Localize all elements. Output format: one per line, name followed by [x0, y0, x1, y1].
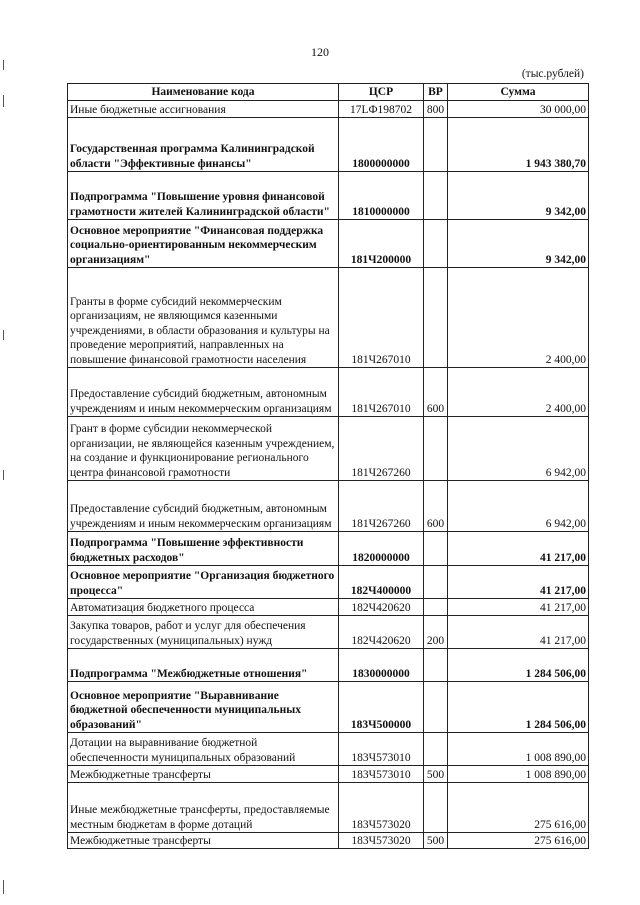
row-csr: 182Ч420620 [339, 599, 424, 616]
row-csr: 181Ч267010 [339, 268, 424, 368]
row-sum: 2 400,00 [448, 268, 589, 368]
table-row [68, 368, 589, 417]
row-vr: 200 [424, 616, 448, 649]
row-vr [424, 783, 448, 833]
row-sum: 30 000,00 [448, 101, 589, 118]
row-csr: 1800000000 [339, 118, 424, 172]
row-sum: 1 943 380,70 [448, 118, 589, 172]
table-row [68, 566, 589, 599]
row-sum: 275 616,00 [448, 783, 589, 833]
row-csr: 183Ч573010 [339, 766, 424, 783]
row-sum: 1 284 506,00 [448, 649, 589, 682]
table-row [68, 118, 589, 172]
table-row [68, 682, 589, 733]
row-csr: 1830000000 [339, 649, 424, 682]
row-sum: 2 400,00 [448, 368, 589, 417]
row-csr: 182Ч420620 [339, 616, 424, 649]
row-csr: 183Ч573020 [339, 783, 424, 833]
row-vr [424, 733, 448, 766]
row-sum: 1 008 890,00 [448, 766, 589, 783]
header-sum: Сумма [448, 84, 589, 101]
table-row [68, 599, 589, 616]
row-name: Межбюджетные трансферты [68, 833, 339, 849]
row-csr: 183Ч500000 [339, 682, 424, 733]
scan-edge-mark [3, 470, 4, 480]
row-vr [424, 566, 448, 599]
table-row [68, 783, 589, 833]
row-sum: 6 942,00 [448, 417, 589, 481]
row-vr: 800 [424, 101, 448, 118]
row-vr [424, 682, 448, 733]
row-sum: 41 217,00 [448, 532, 589, 566]
scan-edge-mark [3, 330, 4, 340]
row-csr: 181Ч267260 [339, 481, 424, 532]
row-name: Гранты в форме субсидий некоммерческим организациям, не являющимся казенными учреждениями, в области образования и культуры на проведение мероприятий, направленных на повышение финансовой грамотности населения [68, 268, 339, 368]
row-vr: 600 [424, 368, 448, 417]
table-row [68, 766, 589, 783]
row-vr [424, 172, 448, 220]
row-name: Подпрограмма "Повышение эффективности бюджетных расходов" [68, 532, 339, 566]
scan-edge-mark [3, 95, 4, 107]
row-sum: 41 217,00 [448, 616, 589, 649]
row-vr: 500 [424, 766, 448, 783]
row-name: Грант в форме субсидии некоммерческой организации, не являющейся казенным учреждением, на создание и функционирование регионального центра финансовой грамотности [68, 417, 339, 481]
row-vr [424, 268, 448, 368]
row-name: Основное мероприятие "Организация бюджетного процесса" [68, 566, 339, 599]
row-csr: 181Ч267260 [339, 417, 424, 481]
table-row [68, 172, 589, 220]
row-vr [424, 532, 448, 566]
row-vr [424, 417, 448, 481]
table-row [68, 220, 589, 268]
header-name: Наименование кода [68, 84, 339, 101]
row-vr [424, 118, 448, 172]
header-vr: ВР [424, 84, 448, 101]
row-sum: 275 616,00 [448, 833, 589, 849]
row-vr: 600 [424, 481, 448, 532]
row-name: Межбюджетные трансферты [68, 766, 339, 783]
row-csr: 1810000000 [339, 172, 424, 220]
row-name: Автоматизация бюджетного процесса [68, 599, 339, 616]
row-name: Подпрограмма "Межбюджетные отношения" [68, 649, 339, 682]
budget-table [67, 83, 589, 849]
table-row [68, 649, 589, 682]
row-sum: 9 342,00 [448, 220, 589, 268]
row-csr: 181Ч200000 [339, 220, 424, 268]
table-row [68, 833, 589, 849]
row-name: Основное мероприятие "Выравнивание бюджетной обеспеченности муниципальных образований" [68, 682, 339, 733]
units-label: (тыс.рублей) [521, 68, 584, 80]
scan-edge-mark [3, 880, 4, 894]
row-csr: 183Ч573010 [339, 733, 424, 766]
row-sum: 9 342,00 [448, 172, 589, 220]
row-vr [424, 649, 448, 682]
row-name: Закупка товаров, работ и услуг для обеспечения государственных (муниципальных) нужд [68, 616, 339, 649]
row-csr: 17LФ198702 [339, 101, 424, 118]
table-row [68, 268, 589, 368]
row-csr: 181Ч267010 [339, 368, 424, 417]
row-name: Предоставление субсидий бюджетным, автономным учреждениям и иным некоммерческим организациям [68, 368, 339, 417]
row-name: Основное мероприятие "Финансовая поддержка социально-ориентированным некоммерческим организациям" [68, 220, 339, 268]
row-sum: 1 284 506,00 [448, 682, 589, 733]
row-vr [424, 220, 448, 268]
header-csr: ЦСР [339, 84, 424, 101]
row-sum: 6 942,00 [448, 481, 589, 532]
scan-edge-mark [3, 60, 4, 70]
row-name: Предоставление субсидий бюджетным, автономным учреждениям и иным некоммерческим организациям [68, 481, 339, 532]
row-name: Иные межбюджетные трансферты, предоставляемые местным бюджетам в форме дотаций [68, 783, 339, 833]
table-row [68, 616, 589, 649]
row-name: Иные бюджетные ассигнования [68, 101, 339, 118]
table-row [68, 733, 589, 766]
table-row [68, 417, 589, 481]
row-vr: 500 [424, 833, 448, 849]
row-vr [424, 599, 448, 616]
row-sum: 1 008 890,00 [448, 733, 589, 766]
row-sum: 41 217,00 [448, 599, 589, 616]
table-row [68, 532, 589, 566]
row-name: Государственная программа Калининградской области "Эффективные финансы" [68, 118, 339, 172]
row-csr: 182Ч400000 [339, 566, 424, 599]
row-sum: 41 217,00 [448, 566, 589, 599]
table-row [68, 481, 589, 532]
page-number: 120 [311, 45, 329, 59]
table-row [68, 101, 589, 118]
row-name: Подпрограмма "Повышение уровня финансовой грамотности жителей Калининградской области" [68, 172, 339, 220]
row-csr: 1820000000 [339, 532, 424, 566]
row-name: Дотации на выравнивание бюджетной обеспеченности муниципальных образований [68, 733, 339, 766]
table-header-row [68, 84, 589, 101]
row-csr: 183Ч573020 [339, 833, 424, 849]
